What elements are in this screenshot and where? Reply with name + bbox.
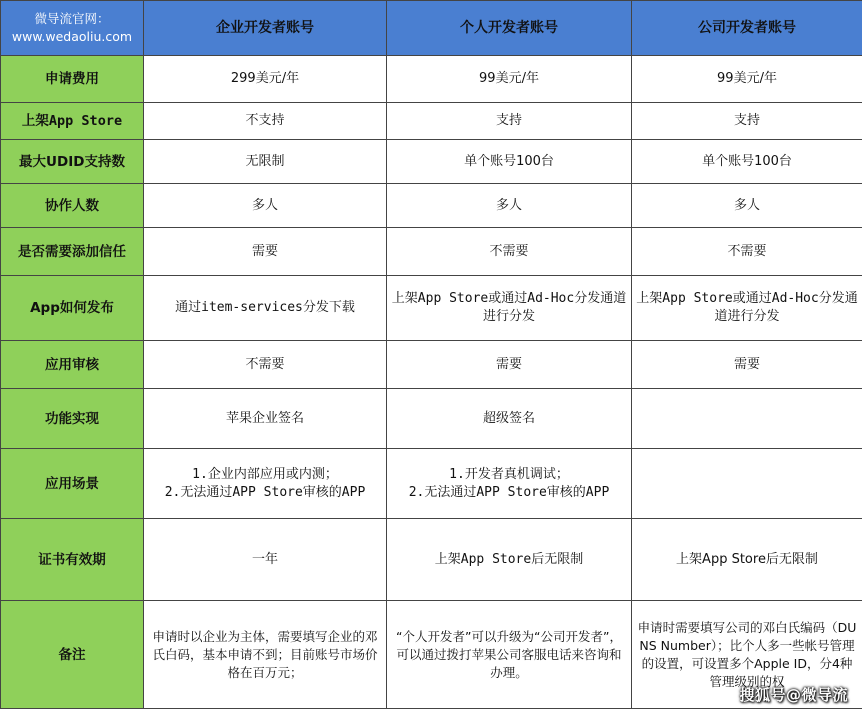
- column-header-individual: 个人开发者账号: [387, 1, 632, 56]
- row-label-udid: 最大UDID支持数: [1, 140, 144, 184]
- row-trust: [1, 228, 862, 276]
- row-review: [1, 341, 862, 389]
- cell-distribution-individual: 上架App Store或通过Ad-Hoc分发通道进行分发: [387, 276, 632, 341]
- row-label-validity: 证书有效期: [1, 519, 144, 601]
- row-distribution: [1, 276, 862, 341]
- row-udid: [1, 140, 862, 184]
- row-scenario: [1, 449, 862, 519]
- row-label-fee: 申请费用: [1, 56, 144, 103]
- cell-fee-company: 99美元/年: [632, 56, 862, 103]
- row-feature: [1, 389, 862, 449]
- cell-udid-individual: 单个账号100台: [387, 140, 632, 184]
- cell-fee-individual: 99美元/年: [387, 56, 632, 103]
- row-notes: [1, 601, 862, 709]
- row-validity: [1, 519, 862, 601]
- cell-collaborators-company: 多人: [632, 184, 862, 228]
- cell-feature-individual: 超级签名: [387, 389, 632, 449]
- column-header-company: 公司开发者账号: [632, 1, 862, 56]
- cell-distribution-enterprise: 通过item-services分发下载: [144, 276, 387, 341]
- cell-notes-company: 申请时需要填写公司的邓白氏编码（DUNS Number）；比个人多一些帐号管理的设置，可设置多个Apple ID，分4种管理级别的权: [632, 601, 862, 709]
- cell-validity-individual: 上架App Store后无限制: [387, 519, 632, 601]
- row-label-trust: 是否需要添加信任: [1, 228, 144, 276]
- cell-appstore-company: 支持: [632, 103, 862, 140]
- row-label-distribution: App如何发布: [1, 276, 144, 341]
- cell-fee-enterprise: 299美元/年: [144, 56, 387, 103]
- row-label-collaborators: 协作人数: [1, 184, 144, 228]
- cell-trust-individual: 不需要: [387, 228, 632, 276]
- scenario-individual-line-1: 1.开发者真机调试；: [391, 466, 627, 484]
- cell-scenario-company: [632, 449, 862, 519]
- cell-feature-company: [632, 389, 862, 449]
- cell-udid-company: 单个账号100台: [632, 140, 862, 184]
- row-fee: [1, 56, 862, 103]
- cell-review-enterprise: 不需要: [144, 341, 387, 389]
- row-label-notes: 备注: [1, 601, 144, 709]
- cell-scenario-individual: [387, 449, 632, 519]
- cell-appstore-individual: 支持: [387, 103, 632, 140]
- cell-distribution-company: 上架App Store或通过Ad-Hoc分发通道进行分发: [632, 276, 862, 341]
- cell-trust-company: 不需要: [632, 228, 862, 276]
- cell-trust-enterprise: 需要: [144, 228, 387, 276]
- scenario-enterprise-line-1: 1.企业内部应用或内测；: [148, 466, 382, 484]
- watermark: 搜狐号@微导流: [739, 684, 848, 705]
- cell-appstore-enterprise: 不支持: [144, 103, 387, 140]
- cell-review-company: 需要: [632, 341, 862, 389]
- row-label-review: 应用审核: [1, 341, 144, 389]
- cell-udid-enterprise: 无限制: [144, 140, 387, 184]
- cell-notes-individual: “个人开发者”可以升级为“公司开发者”，可以通过拨打苹果公司客服电话来咨询和办理。: [387, 601, 632, 709]
- site-url: www.wedaoliu.com: [5, 28, 139, 46]
- cell-collaborators-enterprise: 多人: [144, 184, 387, 228]
- cell-feature-enterprise: 苹果企业签名: [144, 389, 387, 449]
- cell-scenario-enterprise: [144, 449, 387, 519]
- header-row: [1, 1, 862, 56]
- scenario-individual-line-2: 2.无法通过APP Store审核的APP: [391, 484, 627, 502]
- cell-review-individual: 需要: [387, 341, 632, 389]
- row-label-scenario: 应用场景: [1, 449, 144, 519]
- site-label: 微导流官网：: [5, 10, 139, 28]
- cell-validity-enterprise: 一年: [144, 519, 387, 601]
- cell-notes-enterprise: 申请时以企业为主体，需要填写企业的邓氏白码，基本申请不到；目前账号市场价格在百万元；: [144, 601, 387, 709]
- cell-validity-company: 上架App Store后无限制: [632, 519, 862, 601]
- row-appstore: [1, 103, 862, 140]
- row-label-feature: 功能实现: [1, 389, 144, 449]
- row-label-appstore: 上架App Store: [1, 103, 144, 140]
- column-header-enterprise: 企业开发者账号: [144, 1, 387, 56]
- cell-collaborators-individual: 多人: [387, 184, 632, 228]
- row-collaborators: [1, 184, 862, 228]
- site-info-cell: [1, 1, 144, 56]
- scenario-enterprise-line-2: 2.无法通过APP Store审核的APP: [148, 484, 382, 502]
